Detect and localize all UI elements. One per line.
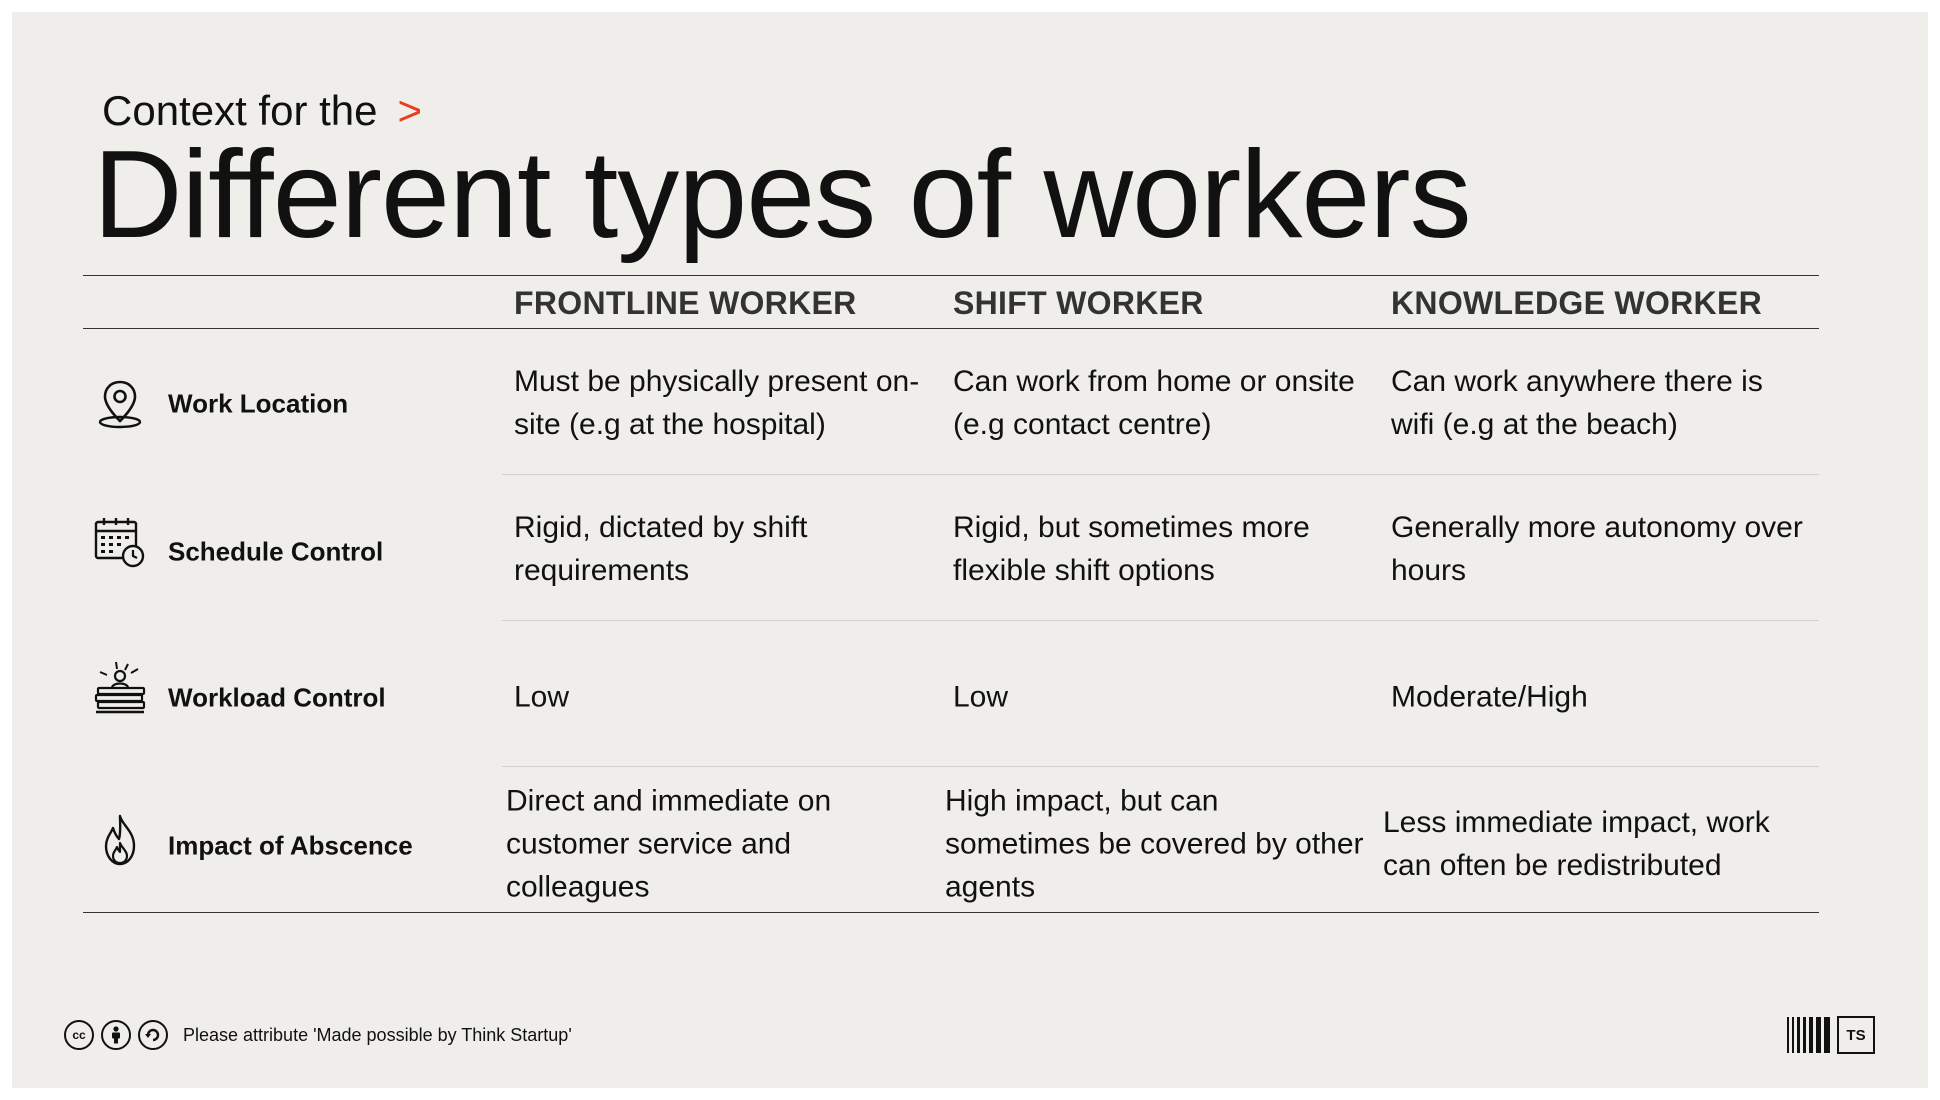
cell-knowledge-work-location: Can work anywhere there is wifi (e.g at the beach) (1391, 365, 1763, 441)
cell-shift-work-location: Can work from home or onsite (e.g contact centre) (953, 365, 1355, 441)
cell-frontline-workload-control: Low (514, 680, 570, 714)
cell-knowledge-workload-control: Moderate/High (1391, 680, 1588, 714)
by-icon (101, 1020, 131, 1050)
row-label-workload-control: Workload Control (168, 682, 386, 713)
table-bottom-rule (83, 912, 1819, 913)
page-title: Different types of workers (93, 126, 1471, 264)
workload-stack-icon (92, 660, 148, 716)
cc-icon: cc (64, 1020, 94, 1050)
row-divider (502, 474, 1819, 475)
table-top-rule (83, 275, 1819, 276)
attribution-text: Please attribute 'Made possible by Think Startup' (183, 1024, 572, 1045)
calendar-clock-icon (92, 514, 148, 570)
chevron-right-icon: > (397, 87, 423, 134)
slide (12, 12, 1928, 1088)
row-divider (502, 766, 1819, 767)
ts-logo-box: TS (1837, 1016, 1875, 1054)
cell-shift-impact: High impact, but can sometimes be covered by other agents (945, 784, 1364, 904)
barcode-mark (1787, 1017, 1833, 1053)
sa-icon (138, 1020, 168, 1050)
cell-frontline-impact: Direct and immediate on customer service and colleagues (506, 784, 832, 904)
row-label-work-location: Work Location (168, 388, 349, 419)
cell-knowledge-schedule-control: Generally more autonomy over hours (1391, 511, 1803, 587)
row-label-schedule-control: Schedule Control (168, 536, 384, 567)
think-startup-logo (1787, 1016, 1875, 1054)
location-pin-icon (92, 376, 148, 432)
footer (64, 1017, 572, 1053)
row-label-impact-of-absence: Impact of Abscence (168, 830, 413, 861)
column-header-frontline: FRONTLINE WORKER (514, 285, 857, 321)
cell-shift-workload-control: Low (953, 680, 1009, 714)
cell-shift-schedule-control: Rigid, but sometimes more flexible shift options (953, 511, 1310, 587)
cell-frontline-work-location: Must be physically present on-site (e.g at the hospital) (514, 365, 920, 441)
column-header-shift: SHIFT WORKER (953, 285, 1204, 321)
cell-knowledge-impact: Less immediate impact, work can often be redistributed (1383, 806, 1770, 882)
row-divider (502, 620, 1819, 621)
flame-icon (92, 813, 148, 869)
table-header-rule (83, 328, 1819, 329)
cell-frontline-schedule-control: Rigid, dictated by shift requirements (514, 511, 808, 587)
eyebrow-text: Context for the (102, 87, 378, 134)
column-header-knowledge: KNOWLEDGE WORKER (1391, 285, 1763, 321)
